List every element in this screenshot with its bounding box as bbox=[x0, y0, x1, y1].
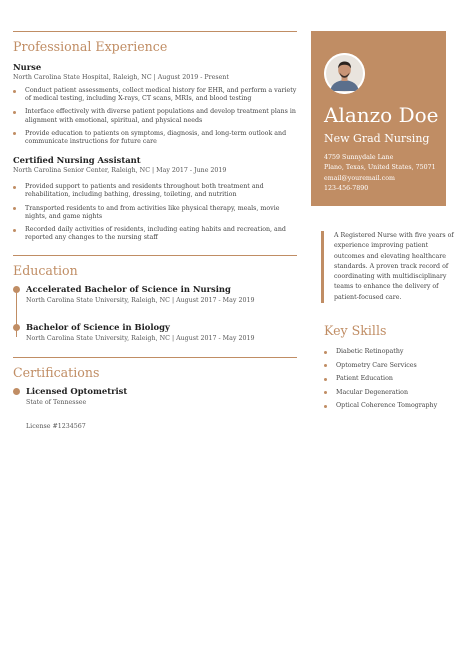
job-entry bbox=[13, 62, 297, 146]
skills-list bbox=[324, 348, 454, 409]
list-item bbox=[324, 402, 454, 409]
skill-text: Patient Education bbox=[336, 375, 393, 382]
certification-name: Licensed Optometrist bbox=[26, 386, 128, 397]
avatar-photo-icon bbox=[324, 53, 365, 94]
bullet-text: Provided support to patients and residents throughout both treatment and rehabilitation, including bathing, dressing, toileting, and nutrition bbox=[25, 183, 264, 199]
timeline-dot-icon bbox=[13, 388, 20, 395]
timeline-dot-icon bbox=[13, 324, 20, 331]
bullet-icon bbox=[13, 90, 16, 93]
left-column bbox=[13, 31, 297, 430]
certification-state: State of Tennessee bbox=[26, 399, 87, 407]
degree-title: Bachelor of Science in Biology bbox=[26, 322, 170, 333]
bullet-icon bbox=[13, 229, 16, 232]
bullet-text: Transported residents to and from activities like physical therapy, meals, movie nights, and game nights bbox=[25, 204, 280, 220]
skill-text: Macular Degeneration bbox=[336, 388, 409, 396]
job-meta: North Carolina Senior Center, Raleigh, NC | May 2017 - June 2019 bbox=[13, 167, 227, 175]
degree-meta: North Carolina State University, Raleigh, NC | August 2017 - May 2019 bbox=[26, 335, 255, 343]
education-heading: Education bbox=[13, 263, 78, 279]
bullet-text: Recorded daily activities of residents, including eating habits and recreation, and reported any changes to the nursing staff bbox=[25, 226, 286, 242]
contact-info bbox=[324, 153, 436, 195]
job-meta: North Carolina State Hospital, Raleigh, NC | August 2019 - Present bbox=[13, 74, 229, 81]
bullet-icon bbox=[324, 391, 327, 394]
list-item bbox=[13, 183, 297, 199]
job-title: Certified Nursing Assistant bbox=[13, 155, 141, 166]
bullet-icon bbox=[324, 351, 327, 354]
list-item bbox=[13, 130, 297, 146]
skill-text: Optometry Care Services bbox=[336, 361, 417, 369]
job-entry bbox=[13, 155, 297, 242]
bullet-icon bbox=[324, 364, 327, 367]
bullet-icon bbox=[324, 378, 327, 381]
bullet-icon bbox=[13, 207, 16, 210]
bullet-icon bbox=[324, 405, 327, 408]
list-item bbox=[324, 348, 454, 355]
skill-text: Optical Coherence Tomography bbox=[336, 402, 438, 409]
bullet-text: Provide education to patients on symptoms, diagnosis, and long-term outlook and communicate instructions for future care bbox=[25, 129, 287, 146]
address-line-2: Plano, Texas, United States, 75071 bbox=[324, 164, 436, 172]
summary: A Registered Nurse with five years of experience improving patient outcomes and elevating healthcare standards. A proven track record of coordinating with multidisciplinary teams to enhance the delivery of patient-focused care. bbox=[321, 231, 457, 303]
bullet-text: Conduct patient assessments, collect medical history for EHR, and perform a variety of medical testing, including X-rays, CT scans, MRIs, and blood testing bbox=[25, 87, 297, 103]
list-item bbox=[13, 87, 297, 103]
experience-heading: Professional Experience bbox=[13, 39, 168, 54]
section-divider bbox=[13, 357, 297, 358]
certification-license: License #1234567 bbox=[26, 423, 86, 431]
address-line-1: 4759 Sunnydale Lane bbox=[324, 154, 394, 161]
candidate-role: New Grad Nursing bbox=[324, 132, 430, 145]
bullet-icon bbox=[13, 111, 16, 114]
list-item bbox=[324, 362, 454, 369]
bullet-icon bbox=[13, 132, 16, 135]
phone[interactable]: 123-456-7890 bbox=[324, 185, 369, 193]
education-entry bbox=[26, 322, 297, 342]
bullet-icon bbox=[13, 186, 16, 189]
job-title: Nurse bbox=[13, 62, 42, 72]
timeline-dot-icon bbox=[13, 286, 20, 293]
candidate-name: Alanzo Doe bbox=[324, 103, 439, 127]
list-item bbox=[13, 226, 297, 242]
education-entry bbox=[26, 284, 297, 304]
certification-entry bbox=[13, 386, 297, 430]
list-item bbox=[324, 375, 454, 382]
skills-heading: Key Skills bbox=[324, 323, 387, 338]
certification-item bbox=[26, 386, 297, 430]
skill-text: Diabetic Retinopathy bbox=[336, 348, 404, 355]
degree-meta: North Carolina State University, Raleigh, NC | August 2017 - May 2019 bbox=[26, 297, 255, 305]
section-divider bbox=[13, 255, 297, 256]
avatar bbox=[324, 53, 365, 94]
key-skills bbox=[324, 323, 454, 416]
degree-title: Accelerated Bachelor of Science in Nursing bbox=[26, 284, 231, 295]
email[interactable]: email@youremail.com bbox=[324, 174, 395, 182]
bullet-text: Interface effectively with diverse patient populations and develop treatment plans in alignment with emotional, spiritual, and physical needs bbox=[25, 108, 296, 124]
list-item bbox=[13, 108, 297, 124]
list-item bbox=[324, 389, 454, 396]
certifications-heading: Certifications bbox=[13, 365, 100, 381]
education-timeline bbox=[13, 284, 297, 342]
section-divider bbox=[13, 31, 297, 32]
job-bullets bbox=[13, 87, 297, 146]
job-bullets bbox=[13, 183, 297, 242]
list-item bbox=[13, 205, 297, 221]
profile-header bbox=[311, 31, 446, 206]
